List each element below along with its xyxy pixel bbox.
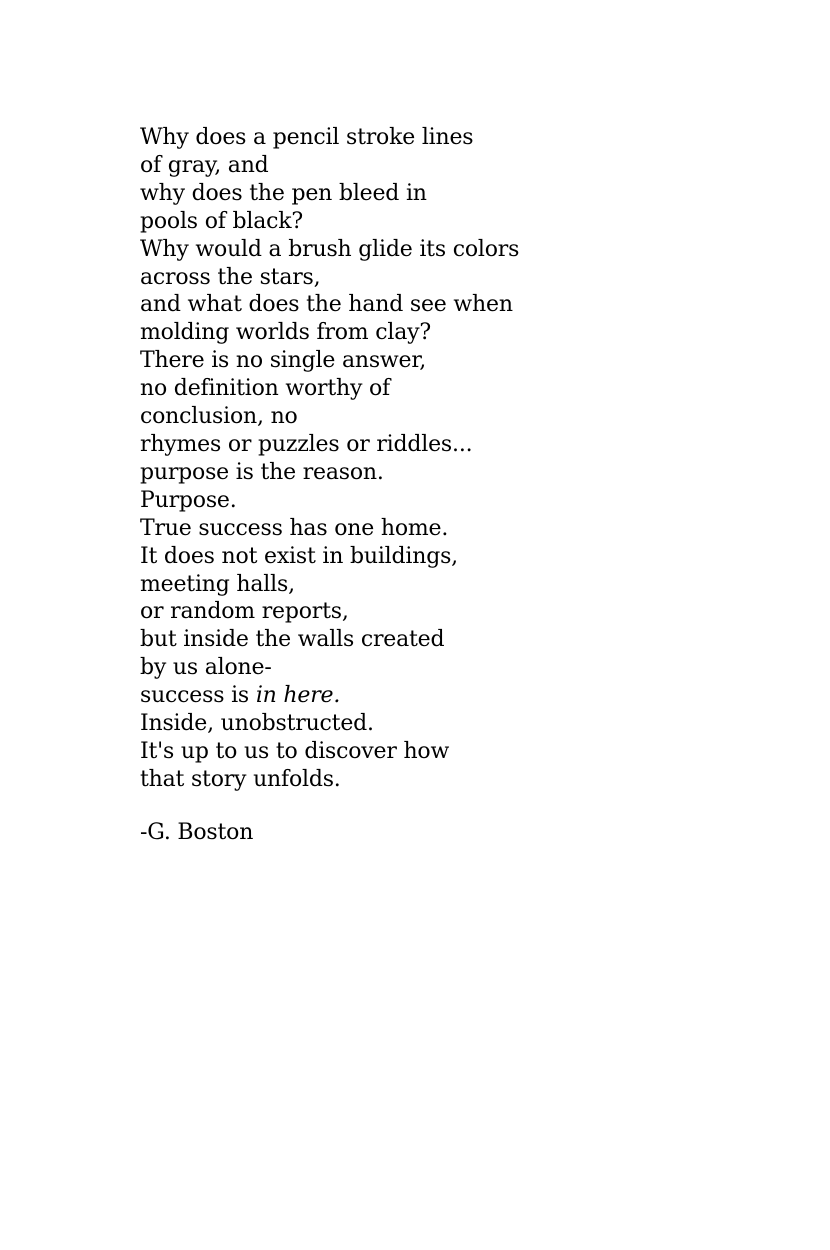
poem-line: meeting halls, — [140, 571, 295, 597]
author-signature: -G. Boston — [140, 820, 254, 845]
poem-line-in-here — [140, 682, 780, 710]
poem-line: across the stars, — [140, 264, 321, 290]
poem-line: purpose is the reason. — [140, 459, 384, 485]
poem-line: molding worlds from clay? — [140, 320, 431, 346]
poem-line: Inside, unobstructed. — [140, 711, 374, 737]
poem-line: of gray, and — [140, 152, 269, 178]
poem-line: that story unfolds. — [140, 766, 341, 792]
poem-line: It's up to us to discover how — [140, 738, 450, 764]
poem-line: True success has one home. — [140, 515, 449, 541]
poem-line: rhymes or puzzles or riddles... — [140, 431, 473, 457]
poem-line: by us alone- — [140, 655, 272, 681]
poem-line: no definition worthy of — [140, 376, 390, 402]
poem-line: Why would a brush glide its colors — [140, 236, 520, 262]
poem-line: pools of black? — [140, 208, 303, 234]
poem-line: but inside the walls created — [140, 627, 445, 653]
poem-line: conclusion, no — [140, 404, 298, 430]
poem-line-prefix: success is — [140, 683, 256, 709]
poem-body — [140, 124, 780, 794]
poem-italic-phrase: in here. — [255, 683, 341, 709]
poem-line: Purpose. — [140, 487, 237, 513]
poem-line: There is no single answer, — [140, 348, 427, 374]
poem-line: or random reports, — [140, 599, 349, 625]
poem-line: Why does a pencil stroke lines — [140, 125, 474, 150]
poem-line: why does the pen bleed in — [140, 180, 427, 206]
poem-line: and what does the hand see when — [140, 292, 513, 318]
poem-line: It does not exist in buildings, — [140, 543, 458, 569]
